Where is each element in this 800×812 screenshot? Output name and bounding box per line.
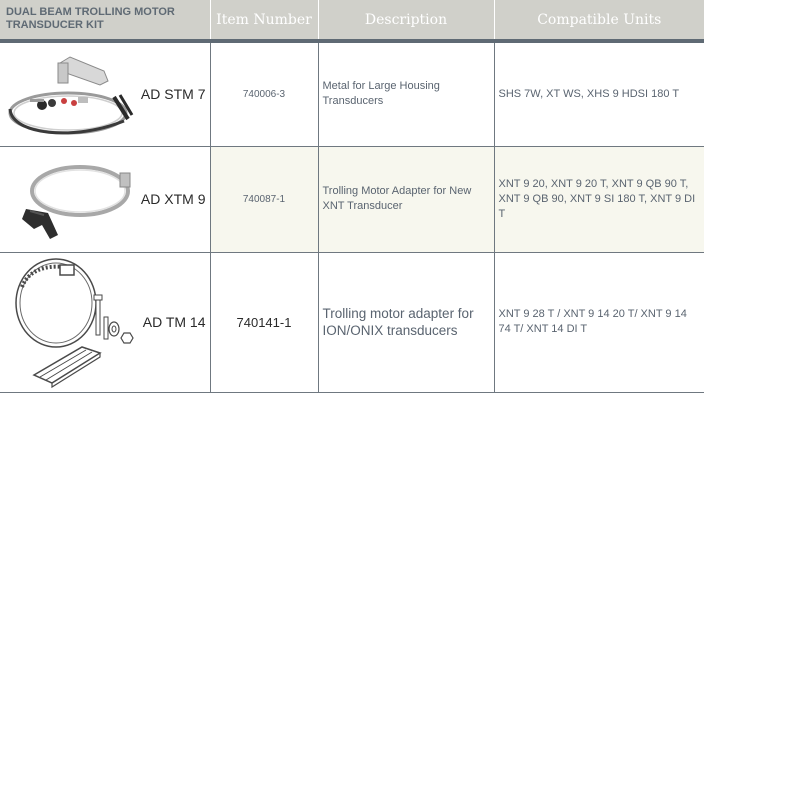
model-label: AD XTM 9: [140, 191, 206, 207]
model-label: AD TM 14: [142, 314, 206, 330]
compatible-units-cell: XNT 9 28 T / XNT 9 14 20 T/ XNT 9 14 74 T/ XNT 14 DI T: [494, 252, 704, 392]
metal-bracket-strap-kit-icon: [4, 47, 136, 143]
kit-cell: [0, 41, 210, 146]
kit-cell: [0, 252, 210, 392]
item-number-cell: 740087-1: [210, 146, 318, 252]
compatible-units-column-header: Compatible Units: [494, 0, 704, 41]
description-cell: Metal for Large Housing Transducers: [318, 41, 494, 146]
model-label: AD STM 7: [140, 86, 206, 103]
item-number-column-header: Item Number: [210, 0, 318, 41]
item-number-cell: 740141-1: [210, 252, 318, 392]
table-header-row: [0, 0, 704, 41]
compatible-units-cell: SHS 7W, XT WS, XHS 9 HDSI 180 T: [494, 41, 704, 146]
compatible-units-cell: XNT 9 20, XNT 9 20 T, XNT 9 QB 90 T, XNT 9 QB 90, XNT 9 SI 180 T, XNT 9 DI T: [494, 146, 704, 252]
kit-cell: [0, 146, 210, 252]
hose-clamp-mount-kit-icon: [4, 257, 136, 389]
table-row: [0, 146, 704, 252]
description-column-header: Description: [318, 0, 494, 41]
kit-column-header: DUAL BEAM TROLLING MOTOR TRANSDUCER KIT: [0, 0, 210, 41]
band-clamp-adapter-icon: [4, 151, 136, 247]
description-cell: Trolling Motor Adapter for New XNT Transducer: [318, 146, 494, 252]
transducer-kit-table: [0, 0, 704, 393]
table-row: [0, 252, 704, 392]
table-row: [0, 41, 704, 146]
description-cell: Trolling motor adapter for ION/ONIX transducers: [318, 252, 494, 392]
item-number-cell: 740006-3: [210, 41, 318, 146]
